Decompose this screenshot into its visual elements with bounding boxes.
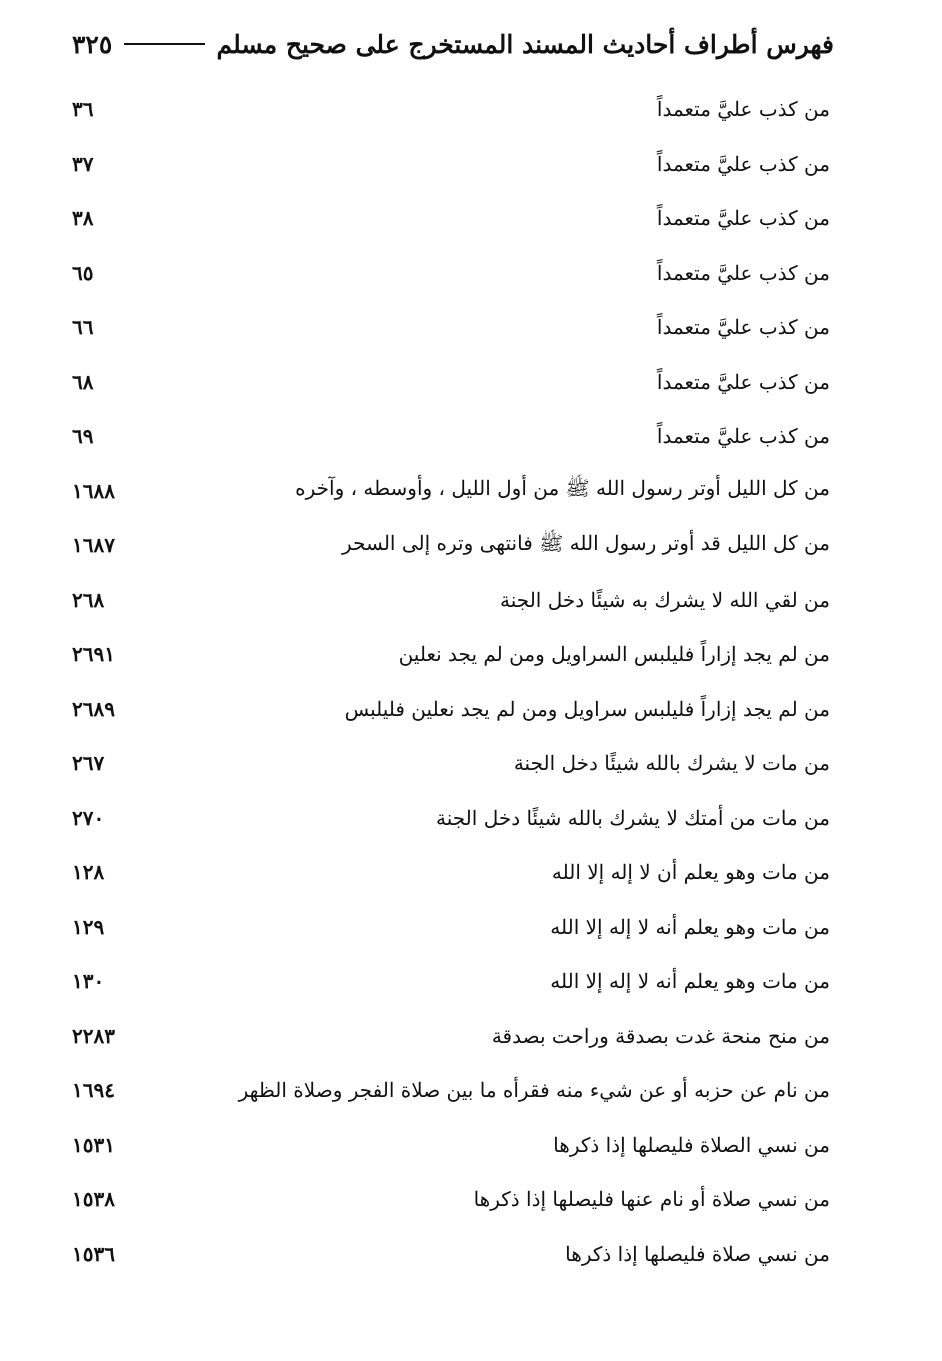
entry-text: من كذب عليَّ متعمداً bbox=[656, 206, 830, 231]
index-entry bbox=[72, 191, 830, 246]
entry-text: من كذب عليَّ متعمداً bbox=[656, 315, 830, 340]
entry-ref-number: ٦٦ bbox=[72, 315, 94, 340]
index-entry bbox=[72, 791, 830, 846]
entry-ref-number: ٣٦ bbox=[72, 97, 94, 122]
entry-text: من كذب عليَّ متعمداً bbox=[656, 424, 830, 449]
index-entry bbox=[72, 355, 830, 410]
entry-text: من نسي صلاة أو نام عنها فليصلها إذا ذكرها bbox=[473, 1187, 830, 1212]
entry-text: من كذب عليَّ متعمداً bbox=[656, 151, 830, 176]
entry-text: من مات لا يشرك بالله شيئًا دخل الجنة bbox=[513, 751, 830, 776]
entry-ref-number: ١٥٣٦ bbox=[72, 1241, 115, 1266]
entry-ref-number: ٦٨ bbox=[72, 369, 94, 394]
entry-ref-number: ٦٩ bbox=[72, 424, 94, 449]
index-entry bbox=[72, 137, 830, 192]
entry-ref-number: ١٢٩ bbox=[72, 914, 105, 939]
entry-text: من نسي صلاة فليصلها إذا ذكرها bbox=[565, 1241, 830, 1266]
entry-ref-number: ٣٨ bbox=[72, 206, 94, 231]
index-entry bbox=[72, 573, 830, 628]
entry-ref-number: ١٦٨٧ bbox=[72, 533, 115, 558]
index-entry bbox=[72, 82, 830, 137]
entry-ref-number: ٢٧٠ bbox=[72, 805, 105, 830]
entry-ref-number: ١٦٩٤ bbox=[72, 1078, 115, 1103]
header-title: فهرس أطراف أحاديث المسند المستخرج على صحيح مسلم bbox=[216, 29, 834, 59]
index-entry bbox=[72, 1063, 830, 1118]
entry-ref-number: ١٣٠ bbox=[72, 969, 105, 994]
entry-ref-number: ٢٢٨٣ bbox=[72, 1023, 115, 1048]
index-entry bbox=[72, 900, 830, 955]
index-entry bbox=[72, 1172, 830, 1227]
index-entry bbox=[72, 409, 830, 464]
entry-ref-number: ٦٥ bbox=[72, 260, 94, 285]
index-entry bbox=[72, 1118, 830, 1173]
page-number: ٣٢٥ bbox=[72, 29, 113, 59]
entry-ref-number: ١٢٨ bbox=[72, 860, 105, 885]
entry-text: من نام عن حزبه أو عن شيء منه فقرأه ما بين صلاة الفجر وصلاة الظهر bbox=[238, 1078, 830, 1103]
index-entry bbox=[72, 954, 830, 1009]
index-entry bbox=[72, 464, 830, 519]
header-rule bbox=[124, 43, 204, 45]
entry-ref-number: ٣٧ bbox=[72, 151, 94, 176]
entry-ref-number: ١٦٨٨ bbox=[72, 478, 115, 503]
index-entry bbox=[72, 736, 830, 791]
entry-ref-number: ٢٦٨ bbox=[72, 587, 105, 612]
entry-ref-number: ١٥٣٨ bbox=[72, 1187, 115, 1212]
entry-text: من مات وهو يعلم أنه لا إله إلا الله bbox=[550, 969, 830, 994]
index-entry bbox=[72, 1009, 830, 1064]
hadith-index-list bbox=[72, 82, 830, 1281]
entry-text: من نسي الصلاة فليصلها إذا ذكرها bbox=[553, 1132, 830, 1157]
entry-text: من لم يجد إزاراً فليلبس سراويل ومن لم يجد نعلين فليلبس bbox=[344, 696, 830, 721]
entry-text: من كذب عليَّ متعمداً bbox=[656, 97, 830, 122]
index-entry bbox=[72, 518, 830, 573]
entry-text: من مات وهو يعلم أن لا إله إلا الله bbox=[551, 860, 830, 885]
entry-ref-number: ٢٦٩١ bbox=[72, 642, 115, 667]
entry-text: من مات وهو يعلم أنه لا إله إلا الله bbox=[550, 914, 830, 939]
entry-text: من لم يجد إزاراً فليلبس السراويل ومن لم يجد نعلين bbox=[398, 642, 830, 667]
entry-text: من كل الليل قد أوتر رسول الله ﷺ فانتهى وتره إلى السحر bbox=[342, 530, 830, 555]
index-entry bbox=[72, 682, 830, 737]
entry-text: من كذب عليَّ متعمداً bbox=[656, 260, 830, 285]
entry-text: من كذب عليَّ متعمداً bbox=[656, 369, 830, 394]
index-entry bbox=[72, 300, 830, 355]
entry-text: من لقي الله لا يشرك به شيئًا دخل الجنة bbox=[500, 587, 830, 612]
index-entry bbox=[72, 246, 830, 301]
running-header bbox=[72, 22, 834, 66]
entry-text: من كل الليل أوتر رسول الله ﷺ من أول الليل ، وأوسطه ، وآخره bbox=[295, 476, 830, 501]
entry-text: من منح منحة غدت بصدقة وراحت بصدقة bbox=[491, 1023, 830, 1048]
entry-ref-number: ٢٦٨٩ bbox=[72, 696, 115, 721]
entry-ref-number: ٢٦٧ bbox=[72, 751, 105, 776]
entry-text: من مات من أمتك لا يشرك بالله شيئًا دخل الجنة bbox=[436, 805, 830, 830]
index-entry bbox=[72, 1227, 830, 1282]
index-entry bbox=[72, 845, 830, 900]
index-entry bbox=[72, 627, 830, 682]
entry-ref-number: ١٥٣١ bbox=[72, 1132, 115, 1157]
